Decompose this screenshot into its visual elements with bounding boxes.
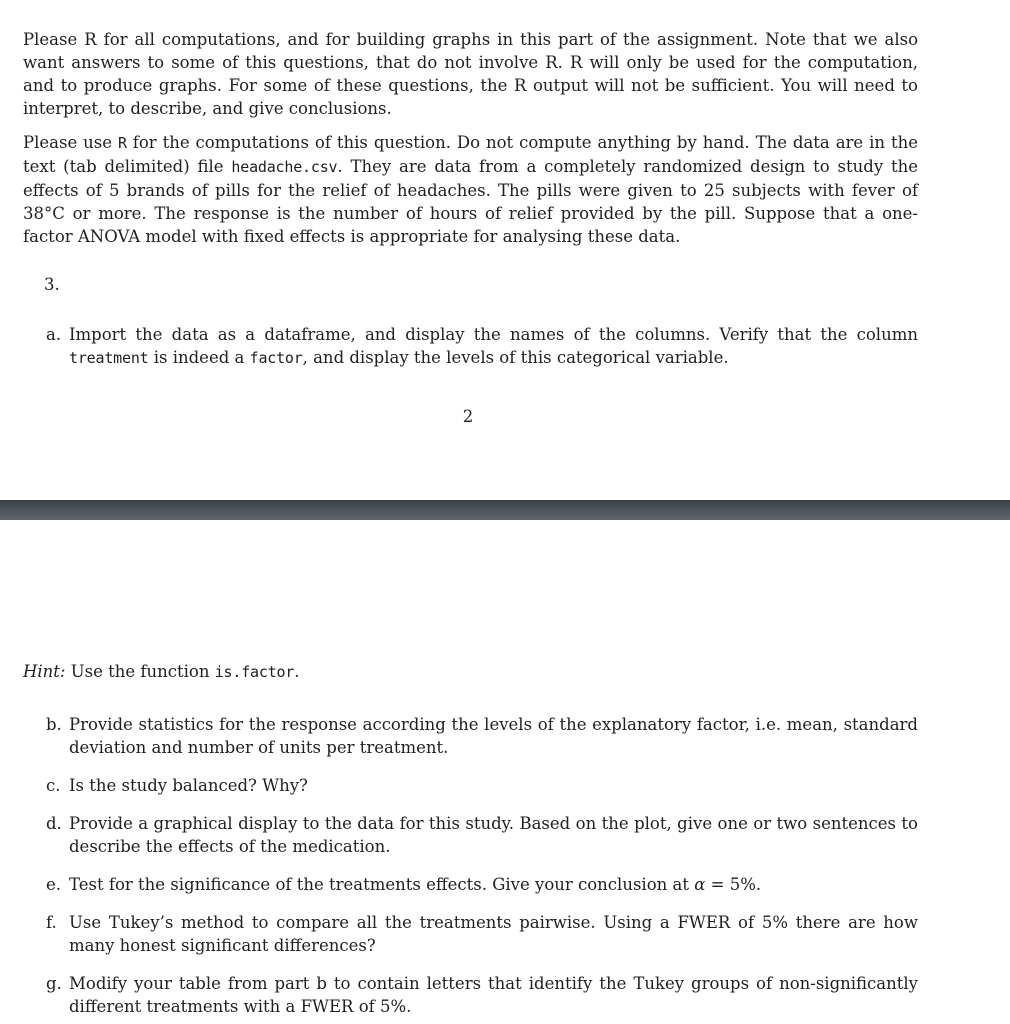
code-filename: headache.csv xyxy=(231,158,338,176)
intro-paragraph-1: Please R for all computations, and for building graphs in this part of the assignment. Note that we also want answers to some of this questions, that do not involve R. R will only be used for the computation, and to produce graphs. For some of these questions, the R output will not be sufficient. You will need to interpret, to describe, and give conclusions. xyxy=(23,30,918,118)
item-b-text: Provide statistics for the response according the levels of the explanatory factor, i.e. mean, standard deviation and number of units per treatment. xyxy=(69,715,918,757)
item-e-text-2: = 5%. xyxy=(705,875,762,894)
item-b-letter: b. xyxy=(46,715,62,734)
hint-label: Hint: xyxy=(23,662,66,681)
hint-end: . xyxy=(294,662,300,681)
item-e-text-1: Test for the significance of the treatments effects. Give your conclusion at xyxy=(69,875,695,894)
item-c-letter: c. xyxy=(46,776,61,795)
item-g-text: Modify your table from part b to contain letters that identify the Tukey groups of non-significantly different treatments with a FWER of 5%. xyxy=(69,974,918,1016)
item-e xyxy=(46,873,918,896)
hint xyxy=(23,660,918,684)
code-treatment: treatment xyxy=(69,349,149,367)
item-f-text: Use Tukey’s method to compare all the treatments pairwise. Using a FWER of 5% there are how many honest significant differences? xyxy=(69,913,918,955)
question-number: 3. xyxy=(44,275,60,294)
item-b xyxy=(46,713,918,759)
code-factor: factor xyxy=(249,349,303,367)
intro-p2-text-a: Please use xyxy=(23,133,118,152)
page-divider xyxy=(0,500,1010,520)
item-f-letter: f. xyxy=(46,913,57,932)
intro-paragraph-2 xyxy=(23,131,918,248)
item-a-body xyxy=(69,323,918,370)
item-e-body xyxy=(69,873,918,896)
item-g-letter: g. xyxy=(46,974,62,993)
code-r: R xyxy=(117,134,127,152)
item-f xyxy=(46,911,918,957)
item-c-text: Is the study balanced? Why? xyxy=(69,776,308,795)
page-top xyxy=(0,0,1010,500)
item-d-letter: d. xyxy=(46,814,62,833)
item-a-text-3: , and display the levels of this categorical variable. xyxy=(302,348,729,367)
hint-text: Use the function xyxy=(65,662,215,681)
page-bottom xyxy=(0,520,1010,1024)
code-is-factor: is.factor xyxy=(214,663,295,681)
item-a-letter: a. xyxy=(46,325,62,344)
item-g xyxy=(46,972,918,1018)
item-e-letter: e. xyxy=(46,875,62,894)
alpha-symbol: α xyxy=(694,875,706,894)
item-a xyxy=(46,323,918,370)
item-c xyxy=(46,774,918,797)
item-d-text: Provide a graphical display to the data for this study. Based on the plot, give one or two sentences to describe the effects of the medication. xyxy=(69,814,918,856)
intro-p2-text-b: for the computations of this question. Do not compute anything by hand. The data are in the text (tab delimited) file xyxy=(23,133,918,176)
item-d xyxy=(46,812,918,858)
intro-p2-text-c: . They are data from a completely randomized design to study the effects of 5 brands of pills for the relief of headaches. The pills were given to 25 subjects with fever of 38°C or more. The response is the number of hours of relief provided by the pill. Suppose that a one-factor ANOVA model with fixed effects is appropriate for analysing these data. xyxy=(23,157,918,246)
item-a-text-1: Import the data as a dataframe, and display the names of the columns. Verify that the column xyxy=(69,325,918,344)
page-number: 2 xyxy=(462,407,474,426)
item-a-text-2: is indeed a xyxy=(148,348,250,367)
